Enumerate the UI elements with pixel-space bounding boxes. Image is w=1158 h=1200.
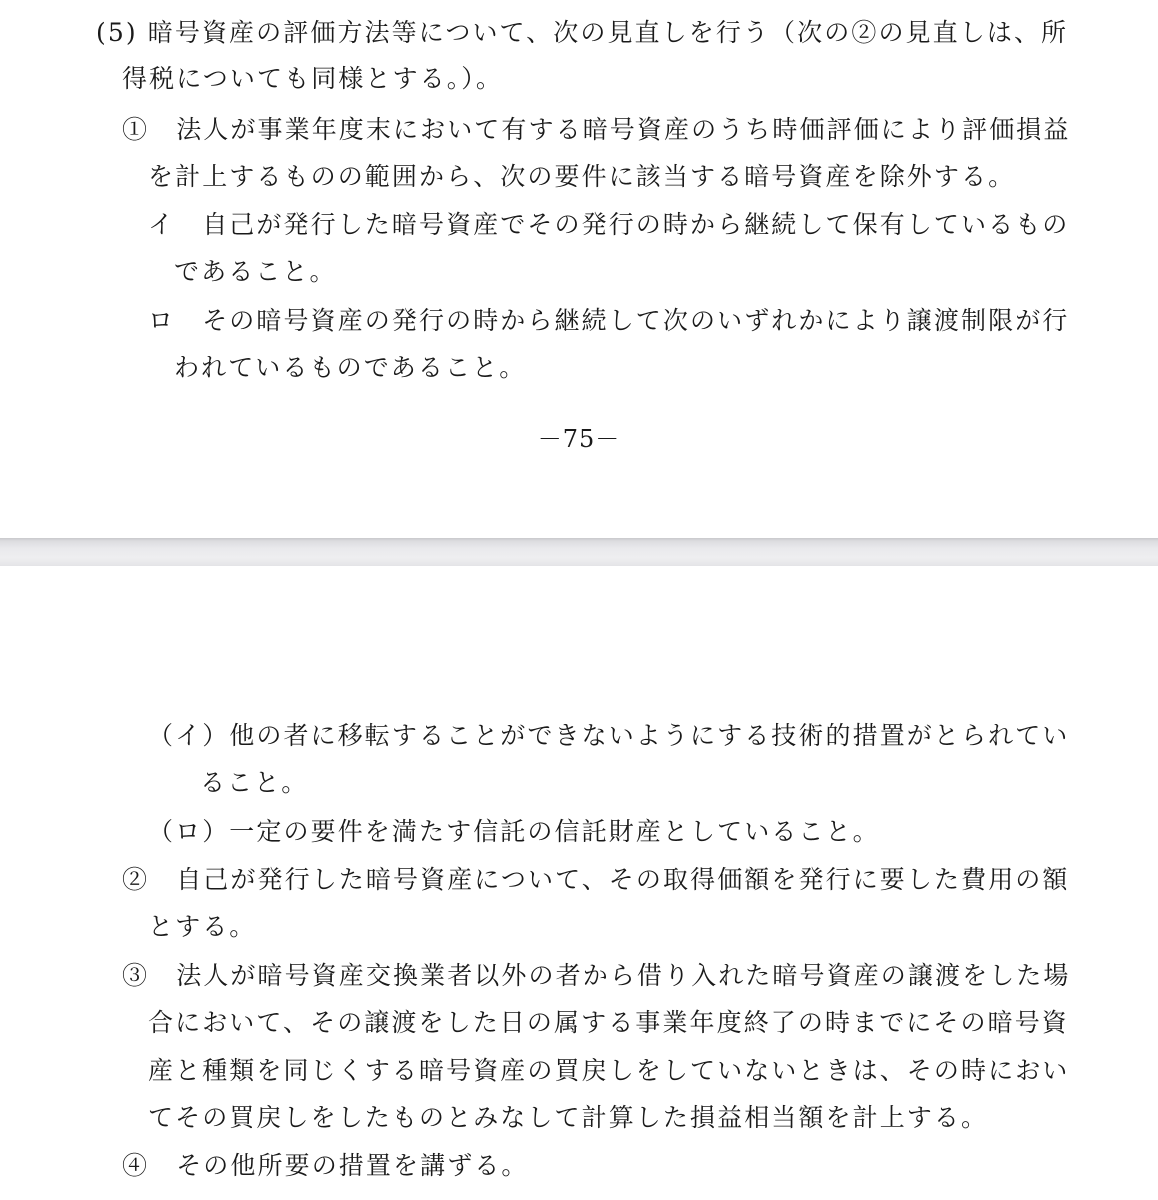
text-line: イ 自己が発行した暗号資産でその発行の時から継続して保有しているもの — [148, 210, 1070, 239]
text-line: 産と種類を同じくする暗号資産の買戻しをしていないときは、その時におい — [148, 1056, 1070, 1085]
text-line: てその買戻しをしたものとみなして計算した損益相当額を計上する。 — [148, 1103, 989, 1132]
text-line: ロ その暗号資産の発行の時から継続して次のいずれかにより譲渡制限が行 — [148, 306, 1070, 335]
text-line: ④ その他所要の措置を講ずる。 — [122, 1151, 529, 1180]
document-page-76 — [0, 566, 1158, 1200]
text-line: （ロ）一定の要件を満たす信託の信託財産としていること。 — [148, 817, 880, 846]
text-line: （イ）他の者に移転することができないようにする技術的措置がとられてい — [148, 721, 1070, 750]
text-line: ② 自己が発行した暗号資産について、その取得価額を発行に要した費用の額 — [122, 865, 1070, 894]
text-line: を計上するものの範囲から、次の要件に該当する暗号資産を除外する。 — [148, 162, 1016, 191]
text-line: とする。 — [148, 912, 257, 941]
document-page-75 — [0, 0, 1158, 538]
text-line: (5) 暗号資産の評価方法等について、次の見直しを行う（次の②の見直しは、所 — [96, 18, 1069, 47]
text-line: ること。 — [200, 768, 309, 797]
text-line: 得税についても同様とする。）。 — [122, 64, 504, 93]
text-line: 合において、その譲渡をした日の属する事業年度終了の時までにその暗号資 — [148, 1008, 1069, 1037]
page-number: －75－ — [537, 425, 621, 453]
text-line: であること。 — [174, 257, 337, 286]
text-line: われているものであること。 — [174, 353, 527, 382]
text-line: ③ 法人が暗号資産交換業者以外の者から借り入れた暗号資産の譲渡をした場 — [122, 961, 1071, 990]
text-line: ① 法人が事業年度末において有する暗号資産のうち時価評価により評価損益 — [122, 115, 1071, 144]
page-separator — [0, 538, 1158, 566]
